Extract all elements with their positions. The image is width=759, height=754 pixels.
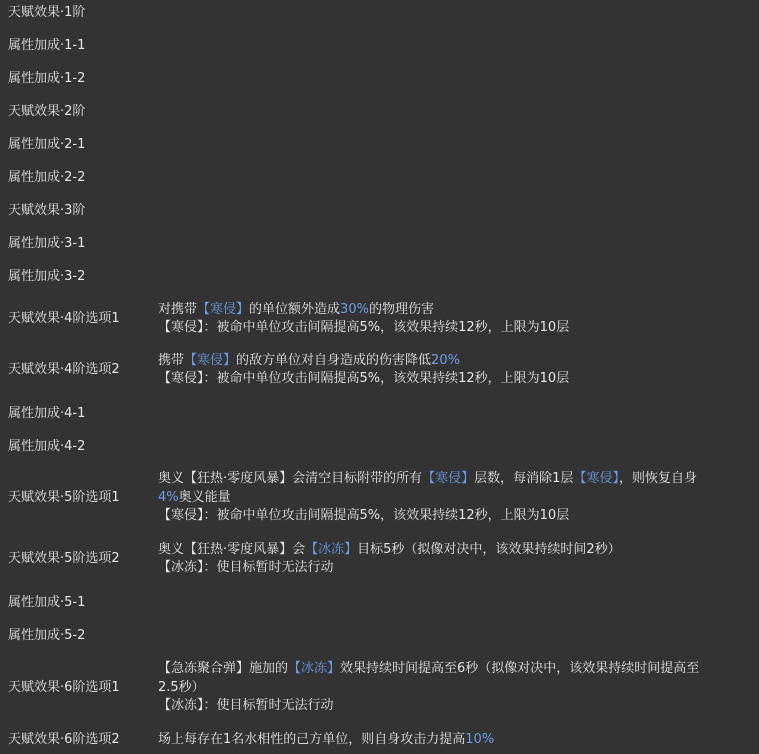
highlighted-term: 【寒侵】: [573, 471, 619, 487]
talent-row-description: [158, 301, 751, 338]
highlighted-term: 【冰冻】: [288, 661, 341, 677]
talent-row-name: 属性加成·4-2: [8, 439, 86, 454]
description-line: [158, 559, 751, 578]
description-line: [158, 697, 751, 716]
highlighted-term: 【冰冻】: [305, 541, 358, 557]
description-line: [158, 541, 751, 560]
description-text: 【寒侵】：被命中单位攻击间隔提高5%，该效果持续12秒，上限为10层: [158, 508, 570, 524]
description-line: [158, 319, 751, 338]
description-text: 携带: [158, 352, 185, 368]
description-text: 奥义能量: [178, 489, 231, 505]
highlighted-term: 4%: [158, 489, 179, 505]
talent-row-name: 属性加成·1-2: [8, 71, 86, 86]
description-text: 奥义【狂热·零度风暴】会: [158, 541, 306, 557]
talent-row-name: 天赋效果·6阶选项2: [8, 732, 120, 747]
talent-row-name: 天赋效果·1阶: [8, 5, 86, 20]
talent-row-name: 属性加成·5-2: [8, 628, 86, 643]
description-text: 2.5秒）: [158, 679, 205, 695]
talent-row-name: 天赋效果·5阶选项1: [8, 490, 120, 505]
highlighted-term: 20%: [431, 352, 460, 368]
description-line: [158, 507, 751, 526]
talent-row-description: [158, 352, 751, 389]
description-line: [158, 489, 751, 508]
talent-row-name: 属性加成·3-2: [8, 269, 86, 284]
talent-row-name: 天赋效果·5阶选项2: [8, 551, 120, 566]
talent-row-name: 天赋效果·6阶选项1: [8, 680, 120, 695]
description-text: 对携带: [158, 301, 198, 317]
highlighted-term: 【寒侵】: [422, 471, 475, 487]
talent-row-description: [158, 660, 751, 716]
description-text: 【寒侵】：被命中单位攻击间隔提高5%，该效果持续12秒，上限为10层: [158, 371, 570, 386]
talent-row-name: 天赋效果·4阶选项2: [8, 362, 120, 377]
highlighted-term: 【寒侵】: [197, 301, 250, 317]
description-text: 场上每存在1名水相性的己方单位，则自身攻击力提高: [158, 731, 466, 747]
highlighted-term: 30%: [340, 301, 369, 317]
description-line: [158, 660, 751, 679]
description-text: 的物理伤害: [368, 301, 434, 317]
description-line: [158, 679, 751, 698]
talent-row-name: 属性加成·2-1: [8, 137, 86, 152]
description-line: [158, 370, 751, 389]
talent-row-name: 属性加成·2-2: [8, 170, 86, 185]
talent-row-name: 属性加成·3-1: [8, 236, 86, 251]
description-line: [158, 731, 751, 750]
highlighted-term: 【寒侵】: [184, 352, 237, 368]
highlighted-term: 10%: [465, 731, 495, 747]
talent-row-description: [158, 541, 751, 578]
description-line: [158, 470, 751, 489]
description-text: 【冰冻】：使目标暂时无法行动: [158, 698, 334, 714]
description-text: 【急冻聚合弹】施加的: [158, 661, 289, 677]
talent-row-name: 属性加成·5-1: [8, 595, 86, 610]
talent-row-name: 属性加成·1-1: [8, 38, 86, 53]
description-text: 【冰冻】：使目标暂时无法行动: [158, 560, 334, 575]
description-text: 的敌方单位对自身造成的伤害降低: [236, 352, 432, 368]
talent-row-name: 天赋效果·3阶: [8, 203, 86, 218]
description-text: 【寒侵】：被命中单位攻击间隔提高5%，该效果持续12秒，上限为10层: [158, 320, 570, 335]
description-line: [158, 352, 751, 371]
description-text: 层数，每消除1层: [474, 471, 574, 487]
description-text: 奥义【狂热·零度风暴】会清空目标附带的所有: [158, 471, 423, 487]
description-text: 目标5秒（拟像对决中，该效果持续时间2秒）: [357, 541, 621, 557]
talent-row-description: [158, 731, 751, 750]
description-text: 效果持续时间提高至6秒（拟像对决中，该效果持续时间提高至: [340, 661, 700, 677]
description-text: 的单位额外造成: [249, 301, 341, 317]
talent-row-name: 天赋效果·2阶: [8, 104, 86, 119]
talent-row-name: 天赋效果·4阶选项1: [8, 311, 120, 326]
talent-row-name: 属性加成·4-1: [8, 406, 86, 421]
talent-row-description: [158, 470, 751, 526]
description-text: ，则恢复自身: [618, 471, 697, 487]
description-line: [158, 301, 751, 320]
